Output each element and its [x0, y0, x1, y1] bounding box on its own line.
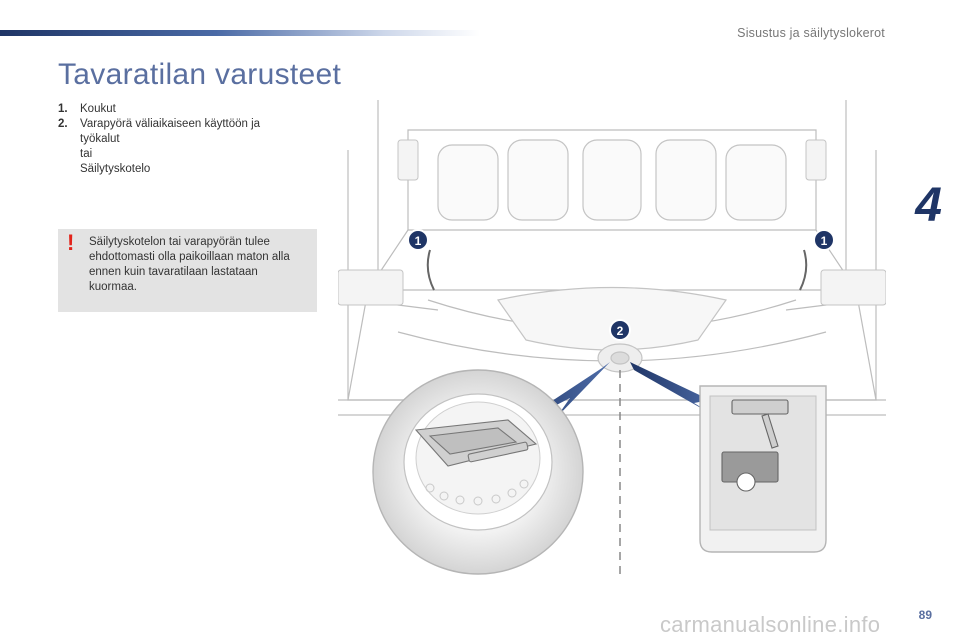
page-title: Tavaratilan varusteet [58, 58, 342, 91]
svg-text:2: 2 [616, 324, 624, 338]
storage-box [700, 386, 826, 552]
svg-text:1: 1 [820, 234, 828, 248]
legend-text: Koukut [80, 103, 116, 115]
legend-number: 1. [58, 103, 68, 115]
chapter-title: Sisustus ja säilytyslokerot [737, 26, 885, 40]
hook-icon [428, 250, 807, 290]
legend-number: 2. [58, 118, 68, 130]
boot-illustration [338, 100, 886, 586]
svg-text:1: 1 [414, 234, 422, 248]
legend-list [58, 102, 300, 177]
legend-sub-storage-box: Säilytyskotelo [80, 163, 151, 175]
exclamation-icon: ! [67, 230, 75, 255]
warning-box [58, 229, 317, 312]
legend-text: Varapyörä väliaikaiseen käyttöön ja työkalut [80, 118, 261, 145]
legend-sub-or: tai [80, 148, 93, 160]
callout-1-right [814, 230, 834, 250]
callout-1-left [408, 230, 428, 250]
header-accent-bar [0, 30, 480, 36]
legend-item [58, 102, 300, 117]
chapter-number: 4 [915, 179, 942, 232]
seat-back-panels [438, 140, 786, 220]
page-number: 89 [918, 608, 932, 622]
warning-text: Säilytyskotelon tai varapyörän tulee ehdottomasti olla paikoillaan maton alla ennen kuin tavaratilaan lastataan kuormaa. [89, 236, 290, 293]
spare-tyre [373, 370, 583, 574]
callout-2 [610, 320, 630, 340]
legend-item [58, 117, 300, 147]
watermark: carmanualsonline.info [660, 612, 881, 637]
